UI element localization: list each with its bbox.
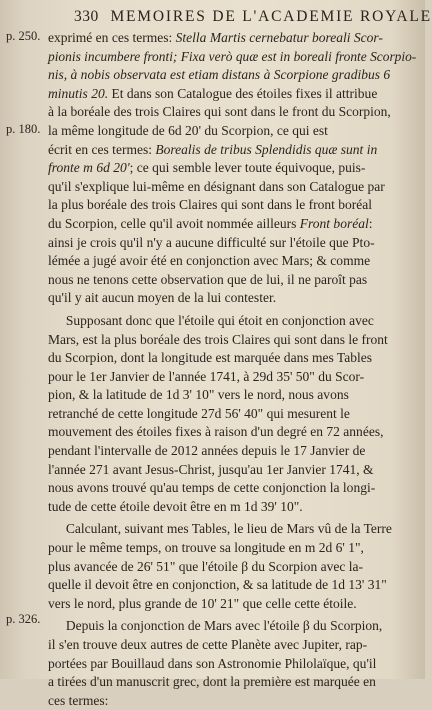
- text-segment: la plus boréale des trois Claires qui sont dans le front boréal: [48, 197, 373, 213]
- paragraph: [48, 520, 418, 613]
- text-segment: ; ce qui semble lever toute équivoque, puis-: [129, 160, 366, 176]
- text-line: [48, 368, 416, 387]
- text-segment: qu'il s'explique lui-même en désignant dans son Catalogue par: [48, 178, 385, 194]
- text-segment: mouvement des étoiles fixes à raison d'un degré en 72 années,: [48, 424, 384, 440]
- text-segment: écrit en ces termes:: [48, 141, 156, 157]
- text-segment: minutis 20.: [48, 85, 109, 101]
- paragraph: [48, 29, 418, 308]
- text-segment: la même longitude de 6d 20' du Scorpion, ce qui est: [48, 122, 328, 138]
- text-segment: pionis incumbere fronti; Fixa verò quæ est in boreali fronte Scorpio-: [48, 48, 417, 64]
- margin-reference: p. 180.: [6, 122, 41, 136]
- text-line: [48, 617, 416, 636]
- text-segment: pion, & la latitude de 1d 3' 10" vers le nord, nous avons: [48, 387, 349, 403]
- text-segment: retranché de cette longitude 27d 56' 40" qui mesurent le: [48, 405, 350, 421]
- text-line: [48, 103, 416, 122]
- text-segment: ces termes:: [48, 692, 109, 708]
- text-line: [48, 442, 416, 461]
- text-line: [48, 636, 416, 655]
- page-body: [48, 29, 418, 710]
- text-line: [48, 461, 416, 480]
- text-line: [48, 498, 416, 517]
- text-line: [48, 271, 416, 290]
- text-line: [48, 312, 416, 331]
- text-segment: nous avons trouvé qu'au temps de cette conjonction la longi-: [48, 480, 376, 496]
- text-line: [48, 520, 416, 539]
- text-segment: du Scorpion, celle qu'il avoit nommée ailleurs: [48, 215, 300, 231]
- text-segment: à la boréale des trois Claires qui sont dans le front du Scorpion,: [48, 104, 391, 120]
- text-line: [48, 692, 416, 710]
- text-segment: :: [368, 215, 373, 231]
- paragraph: [48, 312, 418, 517]
- text-line: [48, 48, 417, 67]
- text-line: [48, 386, 416, 405]
- text-segment: Supposant donc que l'étoile qui étoit en conjonction avec: [65, 312, 374, 328]
- text-segment: quelle il devoit être en conjonction, & sa latitude de 1d 13' 31": [48, 577, 387, 593]
- text-line: [48, 66, 416, 85]
- text-segment: vers le nord, plus grande de 10' 21" que celle cette étoile.: [48, 595, 357, 611]
- paragraph: [48, 617, 418, 710]
- text-line: [48, 234, 416, 253]
- text-line: [48, 655, 416, 674]
- text-segment: tude de cette étoile devoit être en m 1d 39' 10".: [48, 498, 303, 514]
- text-line: [48, 673, 416, 692]
- running-title: MEMOIRES DE L'ACADEMIE ROYALE: [110, 8, 432, 25]
- text-segment: Front boréal: [299, 215, 369, 231]
- text-segment: il s'en trouve deux autres de cette Planète avec Jupiter, rap-: [48, 637, 368, 652]
- text-line: [48, 85, 416, 104]
- text-line: [48, 576, 416, 595]
- text-segment: fronte m 6d 20': [48, 160, 130, 176]
- text-line: [48, 405, 416, 424]
- text-segment: pour le même temps, on trouve sa longitude en m 2d 6' 1",: [48, 540, 364, 556]
- text-segment: l'année 271 avant Jesus-Christ, jusqu'au 1er Janvier 1741, &: [48, 461, 374, 477]
- text-line: [48, 479, 416, 498]
- text-segment: Depuis la conjonction de Mars avec l'étoile β du Scorpion,: [65, 618, 383, 634]
- text-line: [48, 331, 416, 350]
- text-segment: exprimé en ces termes:: [48, 30, 176, 45]
- text-segment: Calculant, suivant mes Tables, le lieu de Mars vû de la Terre: [65, 521, 392, 537]
- text-line: [48, 423, 416, 442]
- text-line: [48, 595, 416, 614]
- text-segment: a tirées d'un manuscrit grec, dont la première est marquée en: [48, 674, 376, 690]
- text-segment: lémée a jugé avoir été en conjonction avec Mars; & comme: [48, 253, 371, 269]
- text-segment: Mars, est la plus boréale des trois Claires qui sont dans le front: [48, 331, 388, 347]
- text-line: [48, 196, 416, 215]
- text-line: [48, 178, 416, 197]
- text-line: [48, 159, 416, 178]
- text-line: [48, 349, 416, 368]
- text-segment: nis, à nobis observata est etiam distans à Scorpione gradibus 6: [48, 67, 391, 83]
- text-segment: pour le 1er Janvier de l'année 1741, à 29d 35' 50" du Scor-: [48, 368, 365, 384]
- text-segment: portées par Bouillaud dans son Astronomie Philolaïque, qu'il: [48, 655, 377, 671]
- text-line: [48, 141, 416, 160]
- text-segment: Borealis de tribus Splendidis quæ sunt in: [155, 141, 378, 157]
- page-number: 330: [74, 8, 99, 25]
- text-segment: Et dans son Catalogue des étoiles fixes il attribue: [108, 85, 378, 101]
- text-segment: qu'il y ait aucun moyen de la lui contester.: [48, 290, 277, 306]
- text-segment: Stella Martis cernebatur boreali Scor-: [175, 30, 383, 45]
- text-line: [48, 558, 416, 577]
- text-line: [48, 122, 416, 141]
- text-segment: pendant l'intervalle de 2012 années depuis le 17 Janvier de: [48, 443, 366, 459]
- running-header: [74, 8, 432, 28]
- text-line: [48, 215, 416, 234]
- text-line: [48, 539, 416, 558]
- text-line: [48, 252, 416, 271]
- text-line: [48, 29, 416, 48]
- margin-reference: p. 250.: [6, 29, 41, 43]
- text-segment: du Scorpion, dont la longitude est marquée dans mes Tables: [48, 350, 372, 366]
- text-segment: nous ne tenons cette observation que de lui, il ne paroît pas: [48, 271, 368, 287]
- margin-reference: p. 326.: [6, 612, 41, 626]
- text-segment: ainsi je crois qu'il n'y a aucune difficulté sur l'étoile que Pto-: [48, 234, 375, 250]
- text-segment: plus avancée de 26' 51" que l'étoile β du Scorpion avec la-: [48, 558, 363, 574]
- text-line: [48, 289, 416, 308]
